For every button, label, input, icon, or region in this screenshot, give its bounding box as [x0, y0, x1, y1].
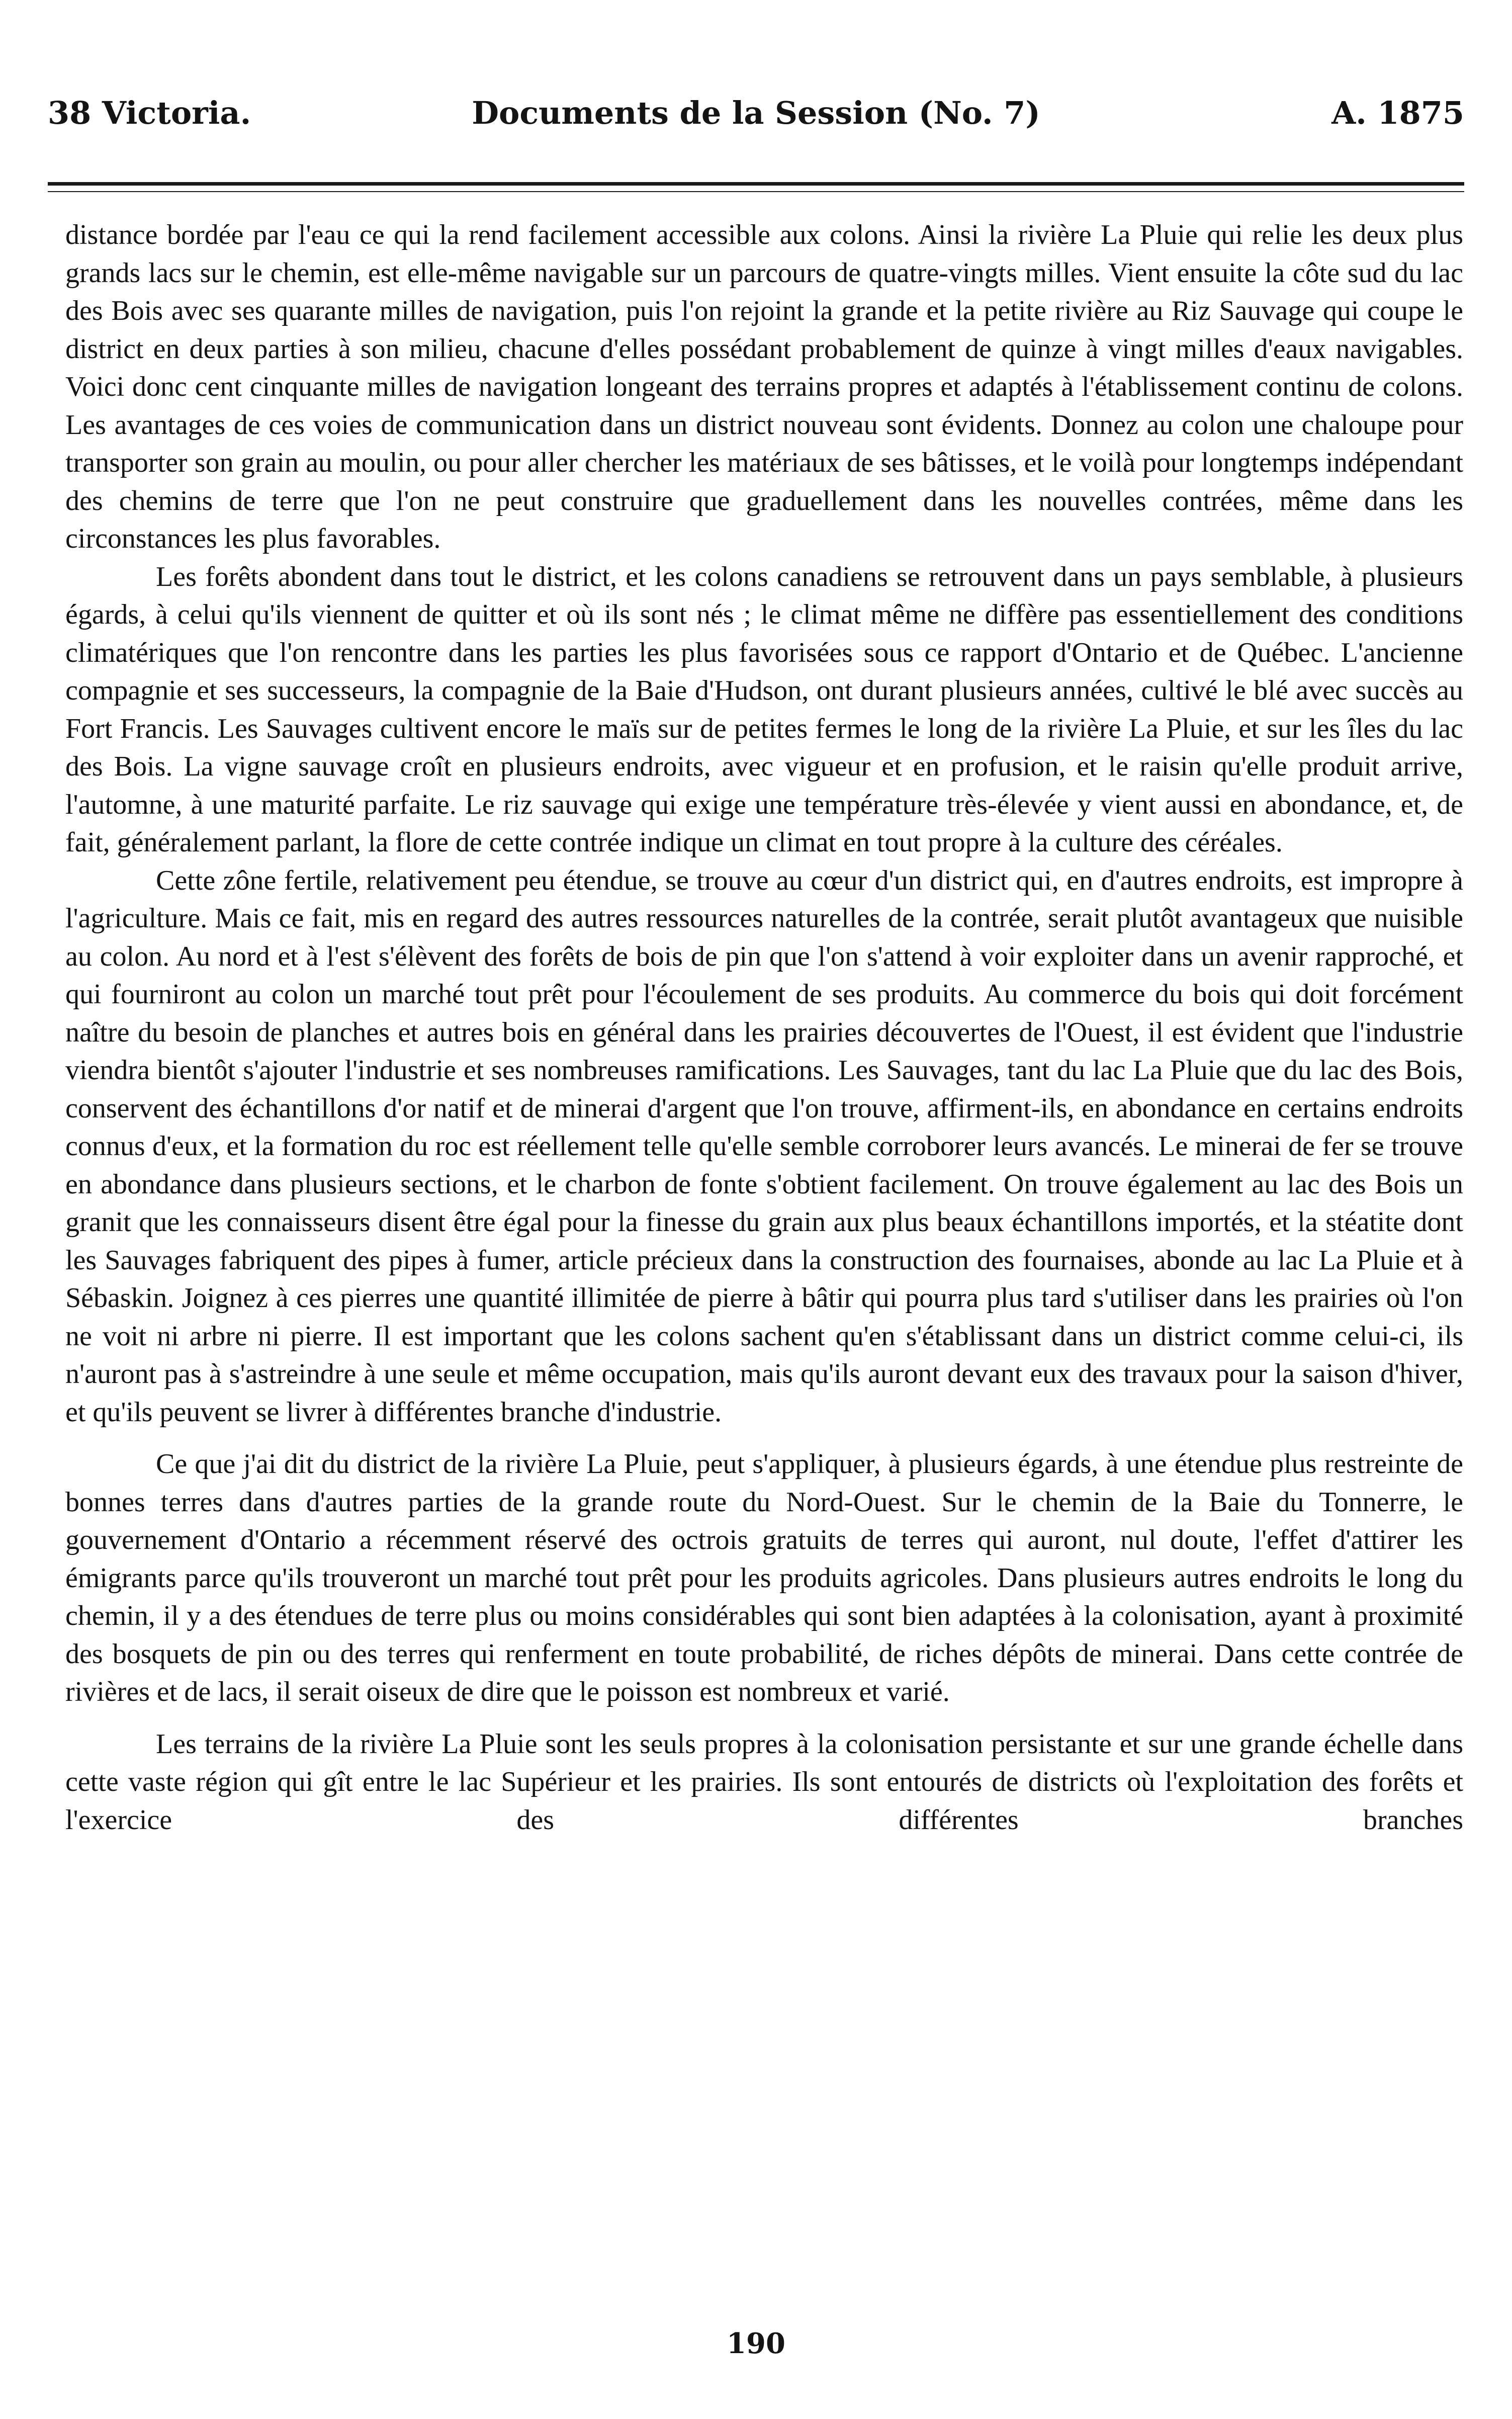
header-year: A. 1875 — [1331, 95, 1464, 131]
header-document-title: Documents de la Session (No. 7) — [472, 95, 1040, 131]
page-number: 190 — [727, 2327, 785, 2360]
header-rule-thin — [48, 191, 1464, 192]
paragraph-4: Ce que j'ai dit du district de la rivière La Pluie, peut s'appliquer, à plusieurs égards, à une étendue plus restreinte de bonnes terres dans d'autres parties de la grande route du Nord-Ouest. Sur le chemin de la Baie du Tonnerre, le gouvernement d'Ontario a récemment réservé des octrois gratuits de terres qui auront, nul doute, l'effet d'attirer les émigrants parce qu'ils trouveront un marché tout prêt pour les produits agricoles. Dans plusieurs autres endroits le long du chemin, il y a des étendues de terre plus ou moins considérables qui sont bien adaptées à la colonisation, ayant à proximité des bosquets de pin ou des terres qui renferment en toute probabilité, de riches dépôts de minerai. Dans cette contrée de rivières et de lacs, il serait oiseux de dire que le poisson est nombreux et varié. — [65, 1448, 1463, 1707]
paragraph-3: Cette zône fertile, relativement peu étendue, se trouve au cœur d'un district qui, en d'autres endroits, est impropre à l'agriculture. Mais ce fait, mis en regard des autres ressources naturelles de la contrée, serait plutôt avantageux que nuisible au colon. Au nord et à l'est s'élèvent des forêts de bois de pin que l'on s'attend à voir exploiter dans un avenir rapproché, et qui fourniront au colon un marché tout prêt pour l'écoulement de ses produits. Au commerce du bois qui doit forcément naître du besoin de planches et autres bois en général dans les prairies découvertes de l'Ouest, il est évident que l'industrie viendra bientôt s'ajouter l'industrie et ses nombreuses ramifications. Les Sauvages, tant du lac La Pluie que du lac des Bois, conservent des échantillons d'or natif et de minerai d'argent que l'on trouve, affirment-ils, en abondance en certains endroits connus d'eux, et la formation du roc est réellement telle qu'elle semble corroborer leurs avancés. Le minerai de fer se trouve en abondance dans plusieurs sections, et le charbon de fonte s'obtient facilement. On trouve également au lac des Bois un granit que les connaisseurs disent être égal pour la finesse du grain aux plus beaux échantillons importés, et la stéatite dont les Sauvages fabriquent des pipes à fumer, article précieux dans la construction des fournaises, abonde au lac La Pluie et à Sébaskin. Joignez à ces pierres une quantité illimitée de pierre à bâtir qui pourra plus tard s'utiliser dans les prairies où l'on ne voit ni arbre ni pierre. Il est important que les colons sachent qu'en s'établissant dans un district comme celui-ci, ils n'auront pas à s'astreindre à une seule et même occupation, mais qu'ils auront devant eux des travaux pour la saison d'hiver, et qu'ils peuvent se livrer à différentes branche d'industrie. — [65, 865, 1463, 1428]
paragraph-5: Les terrains de la rivière La Pluie sont les seuls propres à la colonisation persistante et sur une grande échelle dans cette vaste région qui gît entre le lac Supérieur et les prairies. Ils sont entourés de districts où l'exploitation des forêts et l'exercice des différentes branches — [65, 1728, 1463, 1836]
paragraph-1: distance bordée par l'eau ce qui la rend facilement accessible aux colons. Ainsi la rivière La Pluie qui relie les deux plus grands lacs sur le chemin, est elle-même navigable sur un parcours de quatre-vingts milles. Vient ensuite la côte sud du lac des Bois avec ses quarante milles de navigation, puis l'on rejoint la grande et la petite rivière au Riz Sauvage qui coupe le district en deux parties à son milieu, chacune d'elles possédant probablement de quinze à vingt milles d'eaux navigables. Voici donc cent cinquante milles de navigation longeant des terrains propres et adaptés à l'établissement continu de colons. Les avantages de ces voies de communication dans un district nouveau sont évidents. Donnez au colon une chaloupe pour transporter son grain au moulin, ou pour aller chercher les matériaux de ses bâtisses, et le voilà pour longtemps indépendant des chemins de terre que l'on ne peut construire que graduellement dans les nouvelles contrées, même dans les circonstances les plus favorables. — [65, 219, 1463, 554]
running-header — [48, 91, 1464, 136]
paragraph-2: Les forêts abondent dans tout le district, et les colons canadiens se retrouvent dans un pays semblable, à plusieurs égards, à celui qu'ils viennent de quitter et où ils sont nés ; le climat même ne diffère pas essentiellement des conditions climatériques que l'on rencontre dans les parties les plus favorisées sous ce rapport d'Ontario et de Québec. L'ancienne compagnie et ses successeurs, la compagnie de la Baie d'Hudson, ont durant plusieurs années, cultivé le blé avec succès au Fort Francis. Les Sauvages cultivent encore le maïs sur de petites fermes le long de la rivière La Pluie, et sur les îles du lac des Bois. La vigne sauvage croît en plusieurs endroits, avec vigueur et en profusion, et le raisin qu'elle produit arrive, l'automne, à une maturité parfaite. Le riz sauvage qui exige une température très-élevée y vient aussi en abondance, et, de fait, généralement parlant, la flore de cette contrée indique un climat en tout propre à la culture des céréales. — [65, 561, 1463, 858]
header-regnal-year: 38 Victoria. — [48, 95, 251, 131]
header-rule-thick — [48, 182, 1464, 186]
body-text — [65, 216, 1463, 1839]
